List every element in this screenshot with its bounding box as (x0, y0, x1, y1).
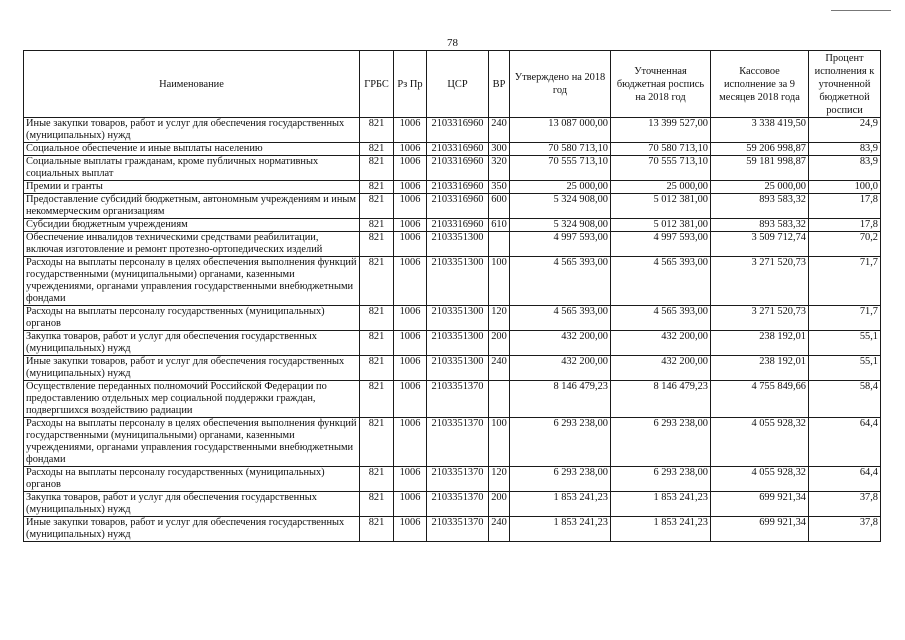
table-row (24, 492, 881, 517)
row-refined: 4 565 393,00 (611, 306, 711, 331)
row-approved: 1 853 241,23 (510, 517, 611, 542)
table-row (24, 118, 881, 143)
table-row (24, 219, 881, 232)
budget-execution-table (23, 50, 881, 542)
row-cash: 699 921,34 (711, 492, 809, 517)
row-approved: 8 146 479,23 (510, 381, 611, 418)
row-percent: 24,9 (809, 118, 881, 143)
row-grbs: 821 (360, 517, 394, 542)
row-approved: 70 555 713,10 (510, 156, 611, 181)
row-rzpr: 1006 (394, 331, 427, 356)
header-name: Наименование (24, 51, 360, 118)
row-rzpr: 1006 (394, 467, 427, 492)
row-approved: 1 853 241,23 (510, 492, 611, 517)
row-csr: 2103351370 (427, 517, 489, 542)
row-cash: 238 192,01 (711, 331, 809, 356)
table-row (24, 356, 881, 381)
row-cash: 4 055 928,32 (711, 467, 809, 492)
row-vr: 600 (489, 194, 510, 219)
row-csr: 2103351300 (427, 306, 489, 331)
header-rzpr: Рз Пр (394, 51, 427, 118)
row-name: Расходы на выплаты персоналу в целях обеспечения выполнения функций государственными (муниципальными) органами, казенными учреждениями, органами управления государственными внебюджетными фондами (24, 418, 360, 467)
row-cash: 699 921,34 (711, 517, 809, 542)
row-cash: 3 509 712,74 (711, 232, 809, 257)
row-name: Расходы на выплаты персоналу в целях обеспечения выполнения функций государственными (муниципальными) органами, казенными учреждениями, органами управления государственными внебюджетными фондами (24, 257, 360, 306)
table-row (24, 517, 881, 542)
row-csr: 2103351370 (427, 381, 489, 418)
row-approved: 5 324 908,00 (510, 219, 611, 232)
row-approved: 432 200,00 (510, 356, 611, 381)
row-approved: 4 565 393,00 (510, 306, 611, 331)
row-rzpr: 1006 (394, 181, 427, 194)
row-vr: 300 (489, 143, 510, 156)
row-name: Расходы на выплаты персоналу государственных (муниципальных) органов (24, 467, 360, 492)
row-csr: 2103351300 (427, 331, 489, 356)
row-cash: 893 583,32 (711, 219, 809, 232)
row-percent: 64,4 (809, 467, 881, 492)
table-row (24, 306, 881, 331)
row-approved: 4 997 593,00 (510, 232, 611, 257)
row-percent: 71,7 (809, 306, 881, 331)
row-grbs: 821 (360, 219, 394, 232)
table-row (24, 232, 881, 257)
table-row (24, 156, 881, 181)
row-rzpr: 1006 (394, 257, 427, 306)
table-row (24, 467, 881, 492)
row-rzpr: 1006 (394, 381, 427, 418)
row-percent: 83,9 (809, 143, 881, 156)
row-rzpr: 1006 (394, 517, 427, 542)
row-rzpr: 1006 (394, 418, 427, 467)
row-vr: 200 (489, 331, 510, 356)
row-refined: 5 012 381,00 (611, 219, 711, 232)
row-cash: 59 181 998,87 (711, 156, 809, 181)
row-vr: 200 (489, 492, 510, 517)
row-refined: 1 853 241,23 (611, 492, 711, 517)
row-cash: 25 000,00 (711, 181, 809, 194)
row-name: Премии и гранты (24, 181, 360, 194)
row-vr: 240 (489, 356, 510, 381)
row-percent: 100,0 (809, 181, 881, 194)
row-approved: 25 000,00 (510, 181, 611, 194)
row-approved: 6 293 238,00 (510, 418, 611, 467)
table-row (24, 143, 881, 156)
row-vr: 350 (489, 181, 510, 194)
row-name: Социальные выплаты гражданам, кроме публичных нормативных социальных выплат (24, 156, 360, 181)
row-percent: 55,1 (809, 331, 881, 356)
row-refined: 432 200,00 (611, 356, 711, 381)
row-csr: 2103351300 (427, 356, 489, 381)
row-cash: 893 583,32 (711, 194, 809, 219)
row-cash: 238 192,01 (711, 356, 809, 381)
row-vr: 100 (489, 257, 510, 306)
header-vr: ВР (489, 51, 510, 118)
row-refined: 432 200,00 (611, 331, 711, 356)
table-header-row (24, 51, 881, 118)
row-vr: 120 (489, 306, 510, 331)
header-csr: ЦСР (427, 51, 489, 118)
row-rzpr: 1006 (394, 356, 427, 381)
row-name: Иные закупки товаров, работ и услуг для обеспечения государственных (муниципальных) нужд (24, 517, 360, 542)
table-body (24, 118, 881, 542)
row-name: Иные закупки товаров, работ и услуг для обеспечения государственных (муниципальных) нужд (24, 356, 360, 381)
row-name: Субсидии бюджетным учреждениям (24, 219, 360, 232)
row-grbs: 821 (360, 331, 394, 356)
row-rzpr: 1006 (394, 306, 427, 331)
row-name: Расходы на выплаты персоналу государственных (муниципальных) органов (24, 306, 360, 331)
row-vr: 240 (489, 118, 510, 143)
row-csr: 2103316960 (427, 181, 489, 194)
row-cash: 4 055 928,32 (711, 418, 809, 467)
row-percent: 71,7 (809, 257, 881, 306)
row-vr (489, 381, 510, 418)
row-refined: 13 399 527,00 (611, 118, 711, 143)
row-refined: 4 565 393,00 (611, 257, 711, 306)
row-grbs: 821 (360, 118, 394, 143)
row-approved: 13 087 000,00 (510, 118, 611, 143)
header-cash: Кассовое исполнение за 9 месяцев 2018 года (711, 51, 809, 118)
row-grbs: 821 (360, 232, 394, 257)
row-grbs: 821 (360, 257, 394, 306)
row-refined: 70 580 713,10 (611, 143, 711, 156)
row-approved: 6 293 238,00 (510, 467, 611, 492)
row-refined: 25 000,00 (611, 181, 711, 194)
row-cash: 59 206 998,87 (711, 143, 809, 156)
row-refined: 1 853 241,23 (611, 517, 711, 542)
row-grbs: 821 (360, 492, 394, 517)
table-row (24, 194, 881, 219)
table-row (24, 418, 881, 467)
row-grbs: 821 (360, 356, 394, 381)
row-name: Закупка товаров, работ и услуг для обеспечения государственных (муниципальных) нужд (24, 492, 360, 517)
table-row (24, 181, 881, 194)
row-refined: 6 293 238,00 (611, 418, 711, 467)
row-rzpr: 1006 (394, 194, 427, 219)
row-csr: 2103316960 (427, 156, 489, 181)
row-refined: 5 012 381,00 (611, 194, 711, 219)
scan-edge-mark (831, 0, 891, 11)
row-approved: 70 580 713,10 (510, 143, 611, 156)
row-grbs: 821 (360, 181, 394, 194)
row-percent: 58,4 (809, 381, 881, 418)
row-vr: 100 (489, 418, 510, 467)
row-percent: 64,4 (809, 418, 881, 467)
row-csr: 2103351300 (427, 232, 489, 257)
row-vr (489, 232, 510, 257)
header-percent: Процент исполнения к уточненной бюджетной росписи (809, 51, 881, 118)
row-name: Иные закупки товаров, работ и услуг для обеспечения государственных (муниципальных) нужд (24, 118, 360, 143)
row-name: Закупка товаров, работ и услуг для обеспечения государственных (муниципальных) нужд (24, 331, 360, 356)
header-approved: Утверждено на 2018 год (510, 51, 611, 118)
table-row (24, 331, 881, 356)
row-rzpr: 1006 (394, 492, 427, 517)
row-grbs: 821 (360, 194, 394, 219)
row-percent: 17,8 (809, 194, 881, 219)
row-csr: 2103351370 (427, 467, 489, 492)
row-csr: 2103351370 (427, 418, 489, 467)
row-grbs: 821 (360, 143, 394, 156)
header-refined: Уточненная бюджетная роспись на 2018 год (611, 51, 711, 118)
row-rzpr: 1006 (394, 232, 427, 257)
row-name: Обеспечение инвалидов техническими средствами реабилитации, включая изготовление и ремонт протезно-ортопедических изделий (24, 232, 360, 257)
row-vr: 120 (489, 467, 510, 492)
row-csr: 2103351300 (427, 257, 489, 306)
row-percent: 17,8 (809, 219, 881, 232)
row-name: Социальное обеспечение и иные выплаты населению (24, 143, 360, 156)
row-rzpr: 1006 (394, 118, 427, 143)
row-refined: 6 293 238,00 (611, 467, 711, 492)
row-csr: 2103316960 (427, 219, 489, 232)
row-percent: 70,2 (809, 232, 881, 257)
table-row (24, 257, 881, 306)
row-percent: 83,9 (809, 156, 881, 181)
row-percent: 37,8 (809, 492, 881, 517)
header-grbs: ГРБС (360, 51, 394, 118)
row-grbs: 821 (360, 306, 394, 331)
page-number: 78 (447, 37, 458, 49)
row-cash: 3 338 419,50 (711, 118, 809, 143)
row-cash: 3 271 520,73 (711, 306, 809, 331)
row-refined: 4 997 593,00 (611, 232, 711, 257)
row-vr: 240 (489, 517, 510, 542)
row-cash: 4 755 849,66 (711, 381, 809, 418)
row-grbs: 821 (360, 418, 394, 467)
row-csr: 2103316960 (427, 143, 489, 156)
row-rzpr: 1006 (394, 219, 427, 232)
row-name: Предоставление субсидий бюджетным, автономным учреждениям и иным некоммерческим организациям (24, 194, 360, 219)
table-row (24, 381, 881, 418)
row-grbs: 821 (360, 381, 394, 418)
row-name: Осуществление переданных полномочий Российской Федерации по предоставлению отдельных мер социальной поддержки граждан, подвергшихся воздействию радиации (24, 381, 360, 418)
row-csr: 2103351370 (427, 492, 489, 517)
row-percent: 37,8 (809, 517, 881, 542)
row-refined: 8 146 479,23 (611, 381, 711, 418)
row-rzpr: 1006 (394, 156, 427, 181)
row-percent: 55,1 (809, 356, 881, 381)
row-grbs: 821 (360, 467, 394, 492)
row-csr: 2103316960 (427, 194, 489, 219)
row-rzpr: 1006 (394, 143, 427, 156)
row-vr: 320 (489, 156, 510, 181)
row-approved: 432 200,00 (510, 331, 611, 356)
row-vr: 610 (489, 219, 510, 232)
row-grbs: 821 (360, 156, 394, 181)
row-approved: 5 324 908,00 (510, 194, 611, 219)
row-refined: 70 555 713,10 (611, 156, 711, 181)
row-approved: 4 565 393,00 (510, 257, 611, 306)
row-cash: 3 271 520,73 (711, 257, 809, 306)
row-csr: 2103316960 (427, 118, 489, 143)
